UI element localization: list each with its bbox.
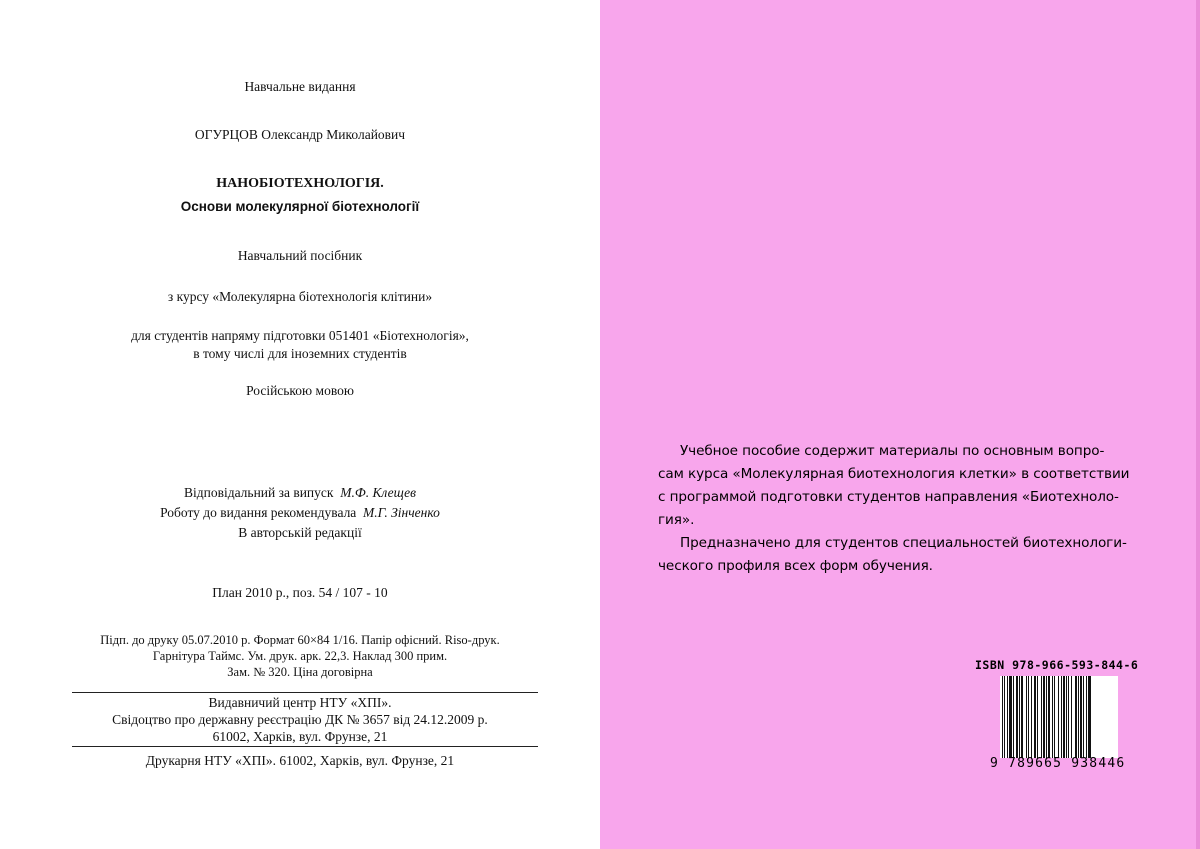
author-name: Олександр Миколайович: [261, 127, 406, 142]
barcode-number: 9 789665 938446: [990, 756, 1126, 771]
publisher-2: Свідоцтво про державну реєстрацію ДК № 3657 від 24.12.2009 р.: [112, 712, 488, 727]
isbn-label: ISBN 978-966-593-844-6: [975, 658, 1139, 672]
course: з курсу «Молекулярна біотехнологія клітини»: [167, 289, 433, 304]
print-info-2: Гарнітура Таймс. Ум. друк. арк. 22,3. Наклад 300 прим.: [152, 649, 448, 663]
annotation-line: Предназначено для студентов специальностей биотехнологи-: [680, 535, 1127, 551]
responsible-name: М.Ф. Клещев: [340, 485, 417, 500]
audience-line-2: в тому числі для іноземних студентів: [193, 346, 407, 361]
annotation-line: ческого профиля всех форм обучения.: [658, 558, 933, 574]
book-title: НАНОБІОТЕХНОЛОГІЯ.: [216, 176, 384, 191]
responsible-label: Відповідальний за випуск: [183, 485, 334, 500]
recommended-label: Роботу до видання рекомендувала: [160, 505, 357, 520]
author-surname: ОГУРЦОВ: [194, 127, 258, 142]
annotation-line: сам курса «Молекулярная биотехнология клетки» в соответствии: [658, 466, 1130, 482]
print-info-3: Зам. № 320. Ціна договірна: [227, 665, 373, 679]
edition-type: Навчальне видання: [244, 79, 356, 94]
annotation-line: с программой подготовки студентов направления «Биотехноло-: [658, 489, 1119, 505]
annotation-line: Учебное пособие содержит материалы по основным вопро-: [680, 443, 1105, 459]
author: [0, 127, 600, 143]
publisher-3: 61002, Харків, вул. Фрунзе, 21: [212, 729, 388, 744]
language: Російською мовою: [246, 383, 354, 398]
book-subtitle: Основи молекулярної біотехнології: [180, 199, 420, 214]
cover-edge: [1196, 0, 1200, 849]
print-info-1: Підп. до друку 05.07.2010 р. Формат 60×84 1/16. Папір офісний. Riso-друк.: [100, 633, 500, 647]
annotation-line: гия».: [658, 512, 695, 528]
annotation-paragraph-2: [658, 532, 1143, 578]
responsible: [0, 485, 600, 501]
printhouse: Друкарня НТУ «ХПІ». 61002, Харків, вул. Фрунзе, 21: [145, 753, 455, 768]
recommended-name: М.Г. Зінченко: [363, 505, 440, 520]
barcode-icon: [1000, 676, 1118, 758]
divider-top: [72, 692, 538, 693]
audience-line-1: для студентів напряму підготовки 051401 «Біотехнологія»,: [131, 328, 469, 343]
author-edition: В авторській редакції: [238, 525, 362, 540]
divider-bottom: [72, 746, 538, 747]
annotation-paragraph-1: [658, 440, 1143, 532]
book-type: Навчальний посібник: [237, 248, 363, 263]
recommended: [0, 505, 600, 521]
plan: План 2010 р., поз. 54 / 107 - 10: [212, 585, 388, 600]
publisher-1: Видавничий центр НТУ «ХПІ».: [208, 695, 392, 710]
annotation: [658, 440, 1143, 578]
